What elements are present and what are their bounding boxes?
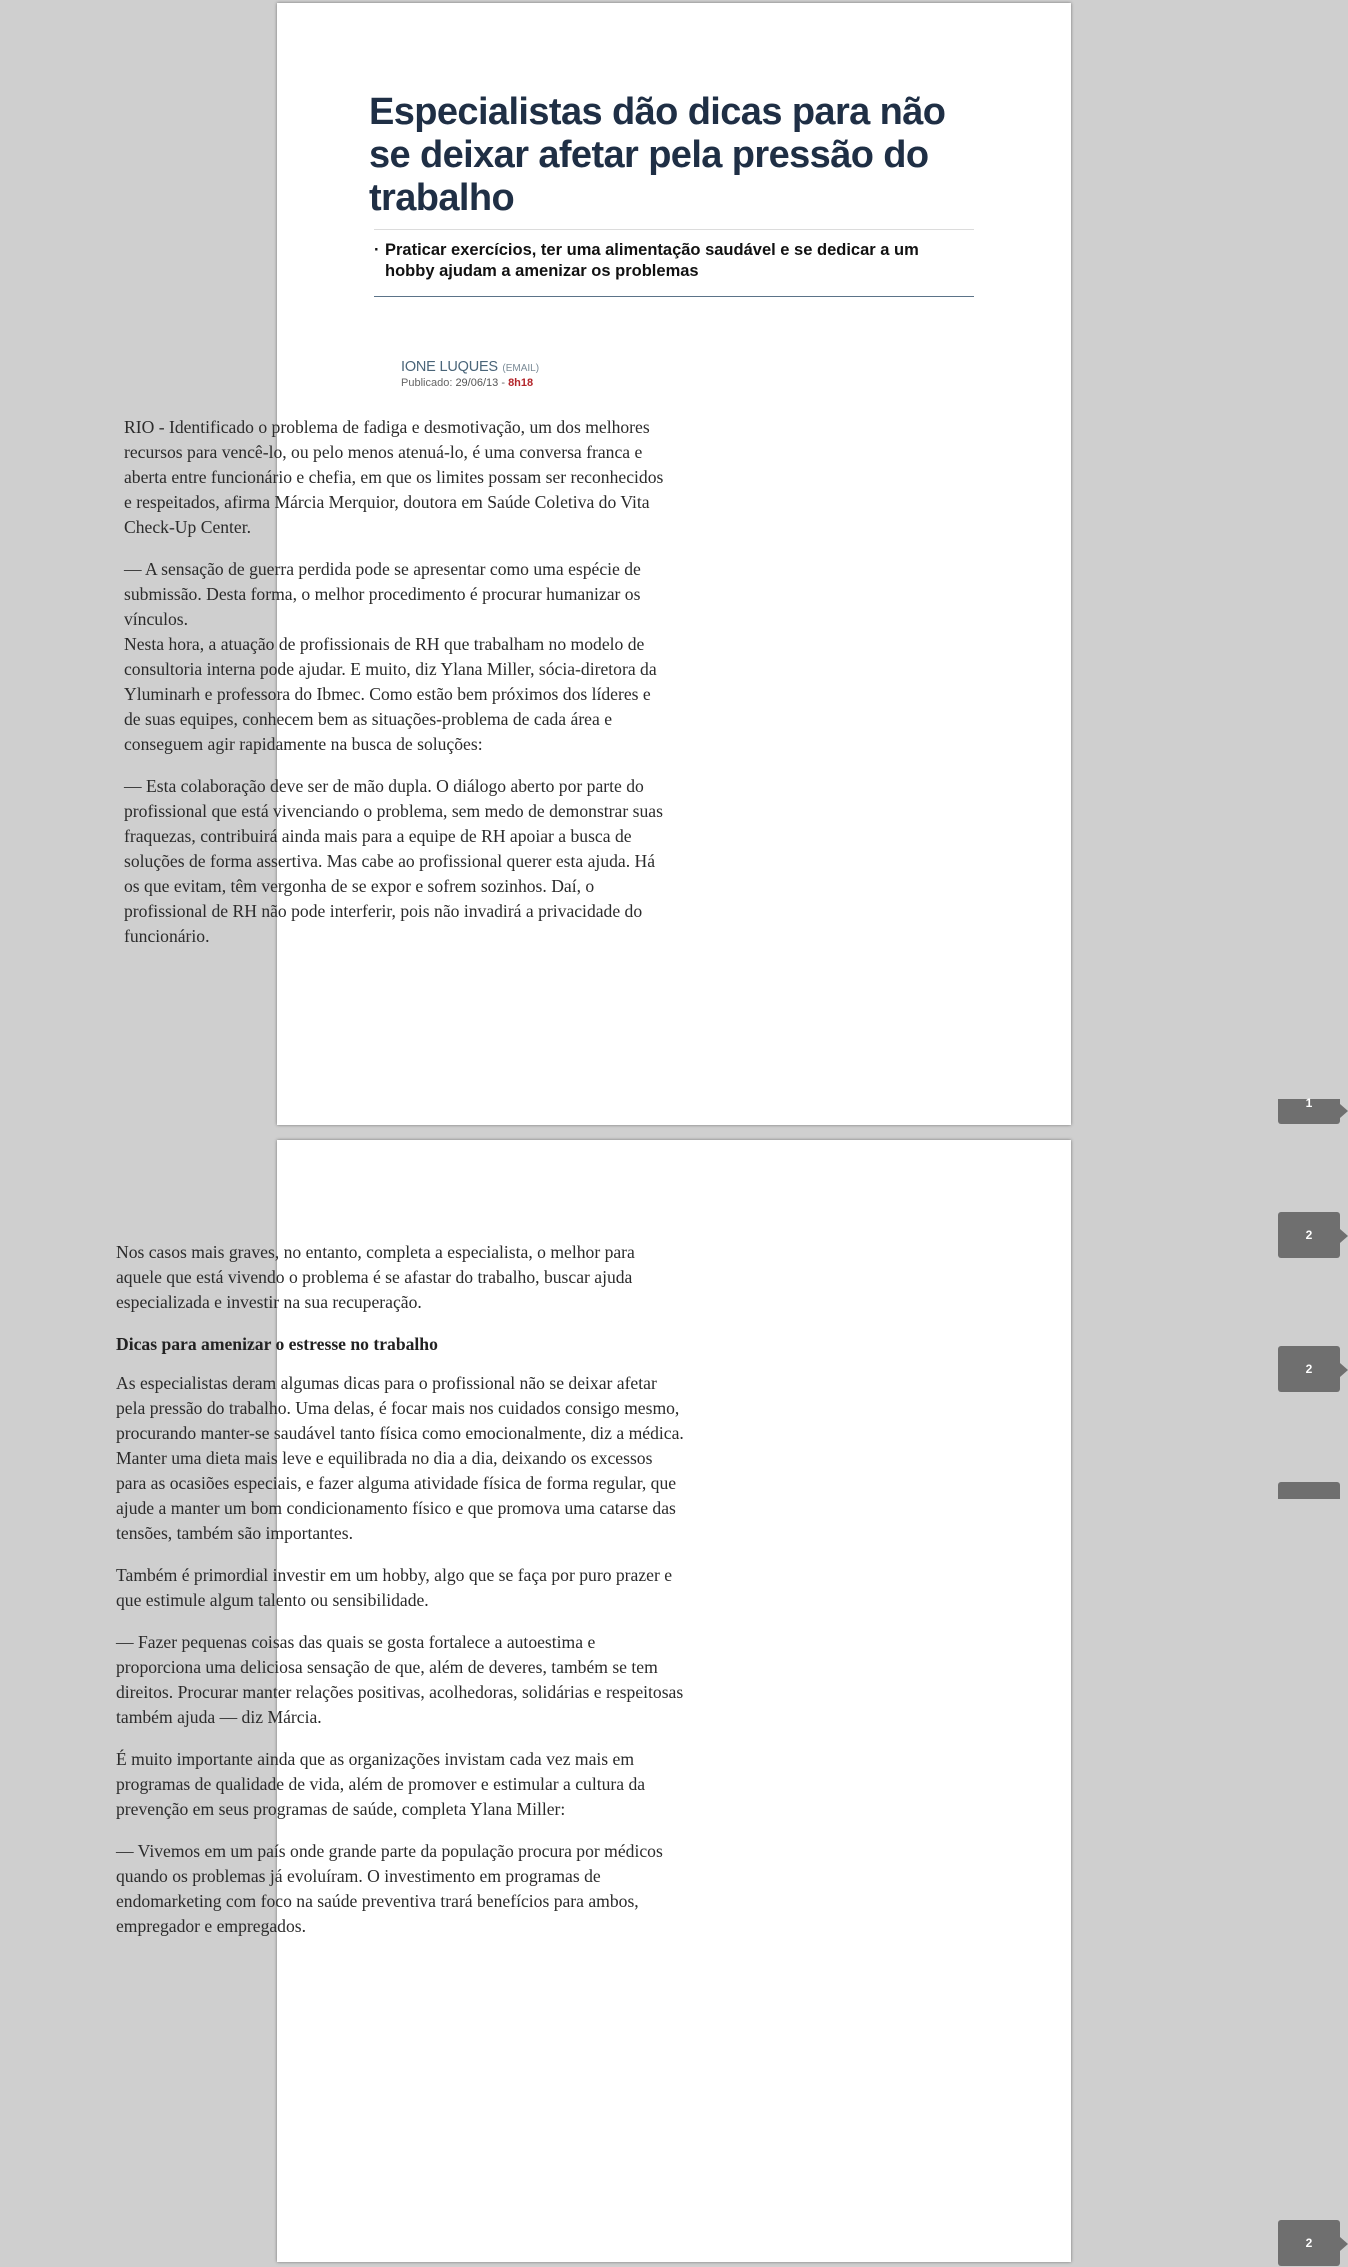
article-summary [374,240,969,282]
body-paragraph: — A sensação de guerra perdida pode se apresentar como uma espécie de submissão. Desta forma, o melhor procedimento é procurar humanizar os vínculos. [124,559,641,629]
body-paragraph: — Vivemos em um país onde grande parte da população procura por médicos quando os problemas já evoluíram. O investimento em programas de endomarketing com foco na saúde preventiva trará benefícios para ambos, empregador e empregados. [116,1841,663,1936]
body-paragraph: — Esta colaboração deve ser de mão dupla. O diálogo aberto por parte do profissional que está vivenciando o problema, sem medo de demonstrar suas fraquezas, contribuirá ainda mais para a equipe de RH apoiar a busca de soluções de forma assertiva. Mas cabe ao profissional querer esta ajuda. Há os que evitam, têm vergonha de se expor e sofrem sozinhos. Daí, o profissional de RH não pode interferir, pois não invadirá a privacidade do funcionário. [124,776,663,946]
body-paragraph: As especialistas deram algumas dicas para o profissional não se deixar afetar pela pressão do trabalho. Uma delas, é focar mais nos cuidados consigo mesmo, procurando manter-se saudável tanto física como emocionalmente, diz a médica. Manter uma dieta mais leve e equilibrada no dia a dia, deixando os excessos para as ocasiões especiais, e fazer alguma atividade física de forma regular, que ajude a manter um bom condicionamento físico e que promova uma catarse das tensões, também são importantes. [116,1373,684,1543]
summary-text: Praticar exercícios, ter uma alimentação saudável e se dedicar a um hobby ajudam a amenizar os problemas [385,241,919,280]
published-label: Publicado: [401,377,453,389]
body-paragraph: Também é primordial investir em um hobby, algo que se faça por puro prazer e que estimule algum talento ou sensibilidade. [116,1565,673,1610]
body-paragraph: Nos casos mais graves, no entanto, completa a especialista, o melhor para aquele que está vivendo o problema é se afastar do trabalho, buscar ajuda especializada e investir na sua recuperação. [116,1242,635,1312]
summary-bottom-divider [374,296,974,297]
page-marker-label: 2 [1305,2236,1313,2250]
author-email-link[interactable]: (EMAIL) [502,363,540,374]
author-name[interactable]: IONE LUQUES [401,359,498,375]
page-marker-4[interactable] [1278,2220,1340,2266]
publication-info [401,377,539,389]
marker-pointer-icon [1340,1363,1348,1377]
body-paragraph: É muito importante ainda que as organizações invistam cada vez mais em programas de qualidade de vida, além de promover e estimular a cultura da prevenção em seus programas de saúde, completa Ylana Miller: [116,1749,646,1819]
published-separator: - [501,377,505,389]
marker-pointer-icon [1340,1229,1348,1243]
page-1-body [124,415,664,966]
section-subheading: Dicas para amenizar o estresse no trabalho [116,1334,438,1354]
body-paragraph: Nesta hora, a atuação de profissionais de RH que trabalham no modelo de consultoria interna pode ajudar. E muito, diz Ylana Miller, sócia-diretora da Yluminarh e professora do Ibmec. Como estão bem próximos dos líderes e de suas equipes, conhecem bem as situações-problema de cada área e conseguem agir rapidamente na busca de soluções: [124,634,657,754]
marker-pointer-icon [1340,1104,1348,1118]
page-marker-label: 1 [1305,1096,1313,1110]
page-marker-partial[interactable] [1278,1482,1340,1499]
page-marker-1[interactable] [1278,1096,1340,1124]
article-headline: Especialistas dão dicas para não se deixar afetar pela pressão do trabalho [369,91,946,219]
published-time: 8h18 [508,377,534,389]
page-marker-3[interactable] [1278,1346,1340,1392]
page-marker-label: 2 [1305,1228,1313,1242]
marker-pointer-icon [1340,2237,1348,2251]
published-date: 29/06/13 [455,377,499,389]
summary-bullet: · [374,241,380,259]
page-marker-2[interactable] [1278,1212,1340,1258]
byline [401,358,539,389]
page-marker-label: 2 [1305,1362,1313,1376]
body-paragraph: RIO - Identificado o problema de fadiga e desmotivação, um dos melhores recursos para vencê-lo, ou pelo menos atenuá-lo, é uma conversa franca e aberta entre funcionário e chefia, em que os limites possam ser reconhecidos e respeitados, afirma Márcia Merquior, doutora em Saúde Coletiva do Vita Check-Up Center. [124,417,664,537]
summary-top-divider [374,229,974,230]
body-paragraph: — Fazer pequenas coisas das quais se gosta fortalece a autoestima e proporciona uma deliciosa sensação de que, além de deveres, também se tem direitos. Procurar manter relações positivas, acolhedoras, solidárias e respeitosas também ajuda — diz Márcia. [116,1632,684,1727]
page-2-body [116,1240,684,1956]
